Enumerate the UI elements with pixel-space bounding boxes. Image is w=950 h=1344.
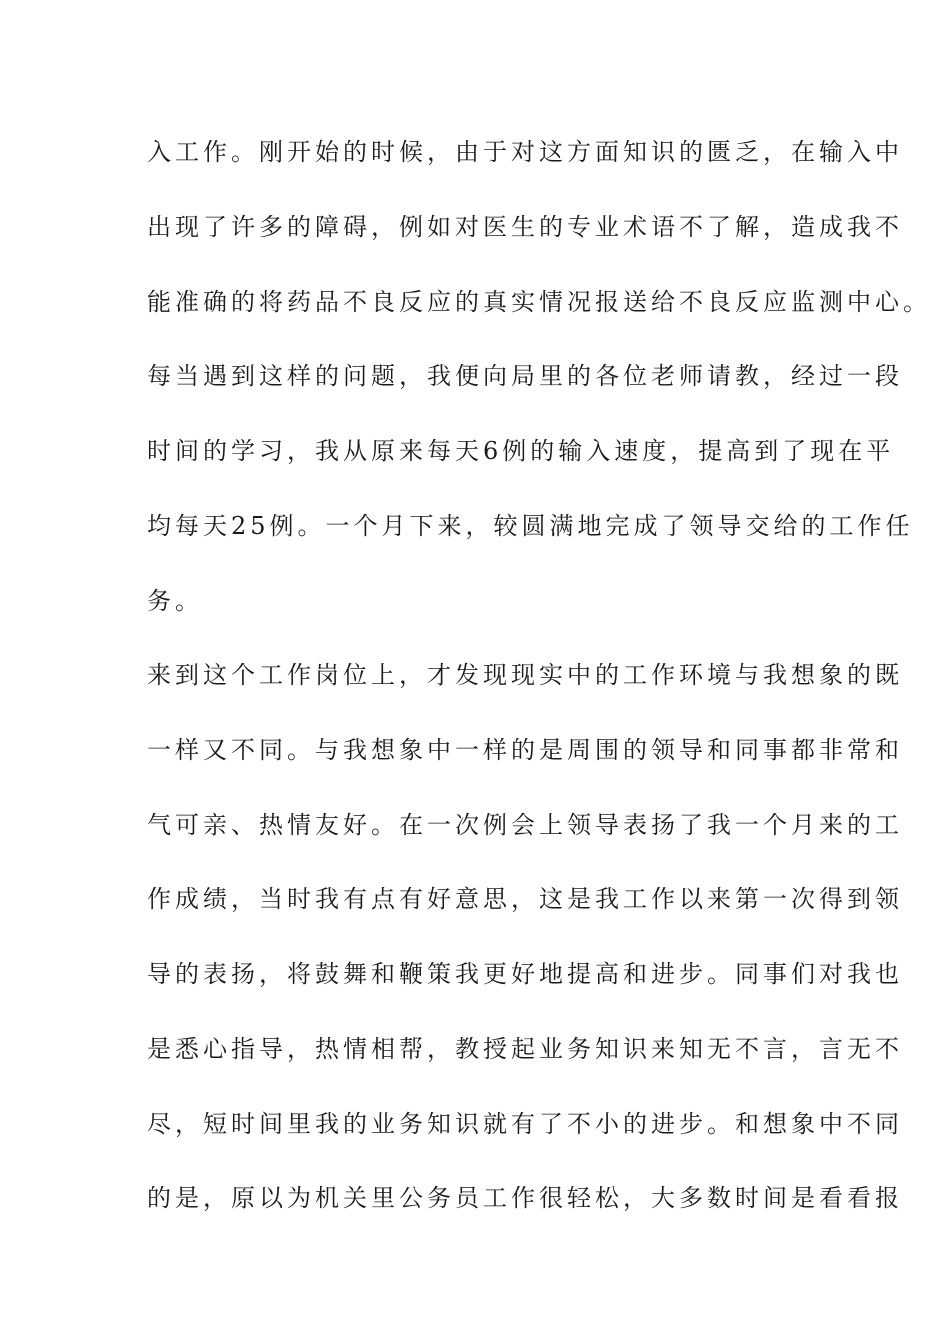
text-line: 时间的学习，我从原来每天6例的输入速度，提高到了现在平	[147, 437, 895, 465]
text-line: 导的表扬，将鼓舞和鞭策我更好地提高和进步。同事们对我也	[147, 960, 903, 988]
text-line: 的是，原以为机关里公务员工作很轻松，大多数时间是看看报	[147, 1184, 903, 1212]
text-line: 气可亲、热情友好。在一次例会上领导表扬了我一个月来的工	[147, 811, 903, 839]
text-line: 务。	[147, 587, 203, 615]
text-line: 尽，短时间里我的业务知识就有了不小的进步。和想象中不同	[147, 1110, 903, 1138]
text-line: 每当遇到这样的问题，我便向局里的各位老师请教，经过一段	[147, 362, 903, 390]
text-line: 来到这个工作岗位上，才发现现实中的工作环境与我想象的既	[147, 661, 903, 689]
text-line: 出现了许多的障碍，例如对医生的专业术语不了解，造成我不	[147, 213, 903, 241]
text-line: 均每天25例。一个月下来，较圆满地完成了领导交给的工作任	[147, 512, 914, 540]
text-line: 一样又不同。与我想象中一样的是周围的领导和同事都非常和	[147, 736, 903, 764]
text-line: 作成绩，当时我有点有好意思，这是我工作以来第一次得到领	[147, 885, 903, 913]
text-line: 能准确的将药品不良反应的真实情况报送给不良反应监测中心。	[147, 288, 931, 316]
text-line: 入工作。刚开始的时候，由于对这方面知识的匮乏，在输入中	[147, 138, 903, 166]
text-line: 是悉心指导，热情相帮，教授起业务知识来知无不言，言无不	[147, 1035, 903, 1063]
